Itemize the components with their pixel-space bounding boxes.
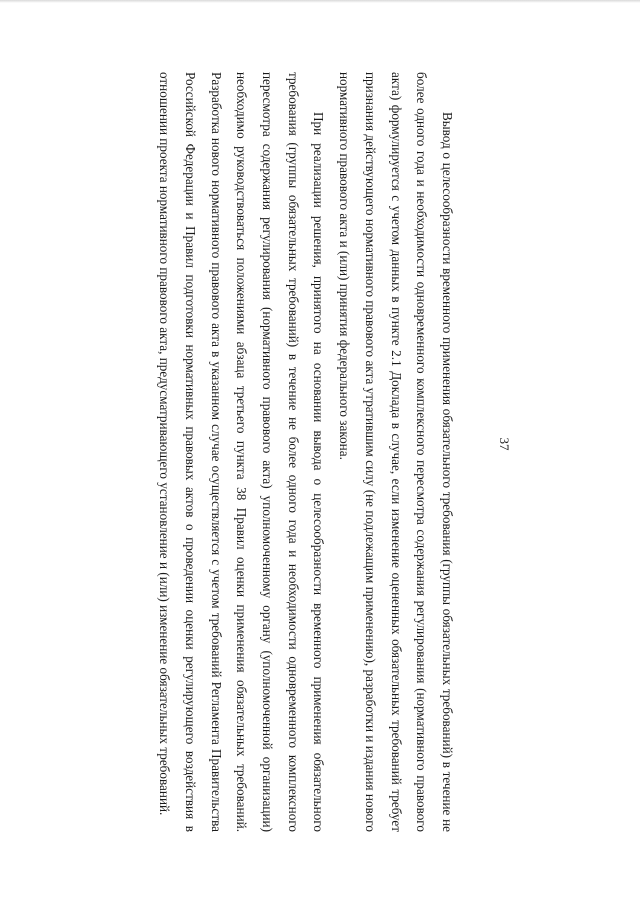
scan-edge xyxy=(0,0,640,3)
page-number: 37 xyxy=(497,437,512,451)
document-body xyxy=(80,72,460,832)
paragraph-conclusion: Вывод о целесообразности временного применения обязательного требования (группы обязательных требований) в течение не более одного года и необходимости одновременного комплексного пересмотра содержания регулирования (нормативного правового акта) формулируется с учетом данных в пункте 2.1 Доклада в случае, если изменение оцененных обязательных требований требует признания действующего нормативного правового акта утратившим силу (не подлежащим применению), разработки и издания нового нормативного правового акта и (или) принятия федерального закона. xyxy=(337,72,455,832)
paragraph-implementation: При реализации решения, принятого на основании вывода о целесообразности временного применения обязательного требования (группы обязательных требований) в течение не более одного года и необходимости одновременного комплексного пересмотра содержания регулирования (нормативного правового акта) уполномоченному органу (уполномоченной организации) необходимо руководствоваться положениями абзаца третьего пункта 38 Правил оценки применения обязательных требований. Разработка нового нормативного правового акта в указанном случае осуществляется с учетом требований Регламента Правительства Российской Федерации и Правил подготовки нормативных правовых актов о проведении оценки регулирующего воздействия в отношении проекта нормативного правового акта, предусматривающего установление и (или) изменение обязательных требований. xyxy=(157,72,327,832)
